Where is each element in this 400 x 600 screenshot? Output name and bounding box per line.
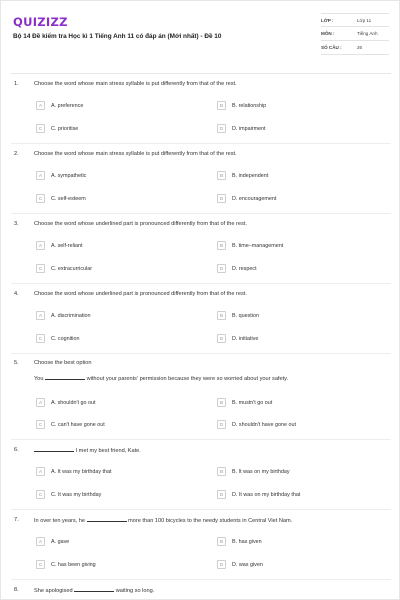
option-text: A. self-reliant <box>51 242 83 249</box>
question-prompt <box>34 587 379 594</box>
option-letter-box: C <box>36 264 45 273</box>
question-number: 7. <box>14 517 19 523</box>
option-letter-box: B <box>217 467 226 476</box>
option-text: C. It was my birthday <box>51 491 102 498</box>
meta-row-count <box>321 41 389 55</box>
option-text: A. shouldn't go out <box>51 399 96 406</box>
option-text: B. relationship <box>232 102 267 109</box>
question-number: 6. <box>14 447 19 453</box>
option-text: D. impairment <box>232 125 266 132</box>
question-prompt: Choose the best option <box>34 360 92 366</box>
option-text: A. discrimination <box>51 312 91 319</box>
question-divider <box>11 353 391 354</box>
question-prompt: Choose the word whose underlined part is pronounced differently from that of the rest. <box>34 291 247 297</box>
prompt-start: She apologised <box>34 588 73 594</box>
question-number: 3. <box>14 221 19 227</box>
option-letter-box: D <box>217 420 226 429</box>
meta-value: Lớp 11 <box>357 18 372 23</box>
meta-row-subject <box>321 27 389 41</box>
option-letter-box: B <box>217 537 226 546</box>
question-number: 8. <box>14 587 19 593</box>
option-letter-box: D <box>217 194 226 203</box>
option-text: A. It was my birthday that <box>51 468 112 475</box>
prompt-start: In over ten years, he <box>34 518 85 524</box>
question-number: 2. <box>14 151 19 157</box>
prompt-end: waiting so long. <box>114 588 155 594</box>
option-text: B. question <box>232 312 259 319</box>
question-prompt <box>34 447 379 454</box>
option-letter-box: D <box>217 264 226 273</box>
meta-key: SỐ CÂU : <box>321 45 342 50</box>
option-letter-box: A <box>36 537 45 546</box>
question-number: 1. <box>14 81 19 87</box>
option-letter-box: D <box>217 124 226 133</box>
option-text: C. cognition <box>51 335 80 342</box>
option-letter-box: C <box>36 420 45 429</box>
option-letter-box: B <box>217 171 226 180</box>
meta-panel <box>321 13 389 55</box>
prompt-end: more than 100 bicycles to the needy students in Central Viet Nam. <box>126 518 293 524</box>
option-text: A. sympathetic <box>51 172 87 179</box>
prompt-end: I met my best friend, Kate. <box>75 448 141 454</box>
option-letter-box: D <box>217 560 226 569</box>
option-text: B. has given <box>232 538 262 545</box>
option-text: D. was given <box>232 561 263 568</box>
answer-blank <box>45 375 85 380</box>
option-letter-box: B <box>217 398 226 407</box>
question-number: 5. <box>14 360 19 366</box>
option-letter-box: C <box>36 490 45 499</box>
option-text: B. mustn't go out <box>232 399 273 406</box>
option-text: C. prioritise <box>51 125 79 132</box>
quizizz-logo: QUIZIZZ <box>13 15 68 29</box>
option-letter-box: B <box>217 311 226 320</box>
question-prompt: Choose the word whose underlined part is pronounced differently from that of the rest. <box>34 221 247 227</box>
option-text: A. gave <box>51 538 70 545</box>
option-letter-box: A <box>36 171 45 180</box>
option-letter-box: A <box>36 101 45 110</box>
option-text: C. can't have gone out <box>51 421 105 428</box>
option-letter-box: D <box>217 334 226 343</box>
meta-key: LỚP : <box>321 18 334 23</box>
option-letter-box: C <box>36 194 45 203</box>
option-text: D. respect <box>232 265 257 272</box>
question-divider <box>11 579 391 580</box>
option-letter-box: A <box>36 241 45 250</box>
question-divider <box>11 509 391 510</box>
meta-value: Tiếng Anh <box>357 31 378 36</box>
answer-blank <box>87 517 127 522</box>
option-text: D. shouldn't have gone out <box>232 421 296 428</box>
question-number: 4. <box>14 291 19 297</box>
question-prompt: Choose the word whose main stress syllable is put differently from that of the rest. <box>34 81 237 87</box>
sentence-start: You <box>34 376 44 382</box>
option-text: B. time–management <box>232 242 284 249</box>
option-letter-box: B <box>217 241 226 250</box>
meta-row-class <box>321 13 389 27</box>
option-text: B. It was on my birthday <box>232 468 290 475</box>
option-letter-box: C <box>36 124 45 133</box>
question-divider <box>11 143 391 144</box>
meta-key: MÔN : <box>321 31 335 36</box>
option-letter-box: C <box>36 560 45 569</box>
answer-blank <box>74 587 114 592</box>
option-letter-box: D <box>217 490 226 499</box>
option-text: A. preference <box>51 102 84 109</box>
question-sentence <box>34 375 379 382</box>
option-text: D. encouragement <box>232 195 277 202</box>
option-letter-box: C <box>36 334 45 343</box>
page-title: Bộ 14 Đề kiểm tra Học kì 1 Tiếng Anh 11 có đáp án (Mới nhất) - Đề 10 <box>13 33 222 40</box>
question-prompt <box>34 517 379 524</box>
option-text: D. It was on my birthday that <box>232 491 301 498</box>
answer-blank <box>34 447 74 452</box>
option-text: D. initiative <box>232 335 259 342</box>
option-text: C. self-esteem <box>51 195 86 202</box>
meta-value: 26 <box>357 45 363 50</box>
option-letter-box: A <box>36 311 45 320</box>
question-divider <box>11 283 391 284</box>
question-divider <box>11 439 391 440</box>
option-letter-box: A <box>36 467 45 476</box>
option-text: B. independent <box>232 172 269 179</box>
header-divider <box>11 73 391 74</box>
option-letter-box: A <box>36 398 45 407</box>
question-divider <box>11 213 391 214</box>
option-letter-box: B <box>217 101 226 110</box>
question-prompt: Choose the word whose main stress syllable is put differently from that of the rest. <box>34 151 237 157</box>
sentence-end: without your parents' permission because they were so worried about your safety. <box>85 376 289 382</box>
option-text: C. has been giving <box>51 561 96 568</box>
option-text: C. extracurricular <box>51 265 93 272</box>
